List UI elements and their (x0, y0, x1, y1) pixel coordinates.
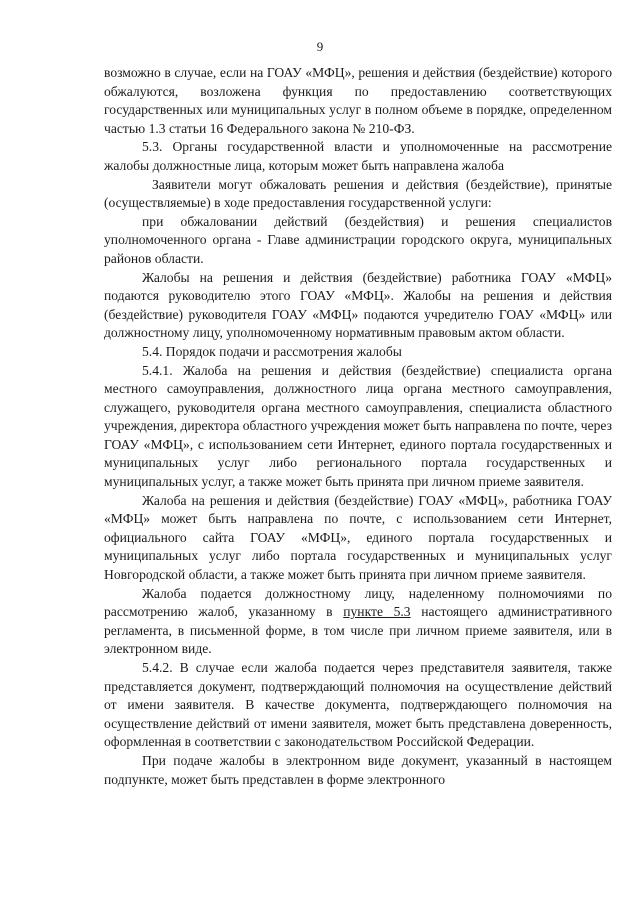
paragraph-1: возможно в случае, если на ГОАУ «МФЦ», решения и действия (бездействие) которого обжалуются, возложена функция по предоставлению соответствующих государственных или муниципальных услуг в полном объеме в порядке, определенном частью 1.3 статьи 16 Федерального закона № 210-ФЗ. (104, 65, 612, 136)
section-5-3-heading: 5.3. Органы государственной власти и уполномоченные на рассмотрение жалобы должностные лица, которым может быть направлена жалоба (104, 139, 612, 173)
paragraph-3: Заявители могут обжаловать решения и действия (бездействие), принятые (осуществляемые) в ходе предоставления государственной услуги: (104, 176, 612, 211)
section-5-4-2: 5.4.2. В случае если жалоба подается через представителя заявителя, также представляется документ, подтверждающий полномочия на осуществление действий от имени заявителя. В качестве документа, подтверждающего полномочия на осуществление действий от имени заявителя, может быть представлена доверенность, оформленная в соответствии с законодательством Российской Федерации. (104, 660, 612, 750)
document-body (104, 64, 612, 789)
paragraph-9-before: Жалоба подается должностному лицу, наделенному полномочиями по рассмотрению жалоб, указанному в (104, 585, 612, 620)
section-reference-link[interactable]: пункте 5.3 (343, 604, 411, 620)
section-5-4-1: 5.4.1. Жалоба на решения и действия (бездействие) специалиста органа местного самоуправления, должностного лица органа местного самоуправления, служащего, руководителя органа местного самоуправления, специалиста областного учреждения, директора областного учреждения может быть направлена по почте, через ГОАУ «МФЦ», с использованием сети Интернет, единого портала государственных и муниципальных услуг либо регионального портала государственных и муниципальных услуг, а также может быть принята при личном приеме заявителя. (104, 362, 612, 490)
paragraph-9-after: настоящего административного регламента, в письменной форме, в том числе при личном приеме заявителя, или в электронном виде. (104, 604, 613, 657)
paragraph-9 (104, 585, 612, 659)
section-5-4-heading: 5.4. Порядок подачи и рассмотрения жалобы (142, 343, 402, 359)
paragraph-5: Жалобы на решения и действия (бездействие) работника ГОАУ «МФЦ» подаются руководителю этого ГОАУ «МФЦ». Жалобы на решения и действия (бездействие) руководителя ГОАУ «МФЦ» подаются учредителю ГОАУ «МФЦ» или должностному лицу, уполномоченному нормативным правовым актом области. (104, 269, 612, 341)
paragraph-4: при обжаловании действий (бездействия) и решения специалистов уполномоченного органа - Главе администрации городского округа, муниципальных районов области. (104, 213, 612, 266)
paragraph-11: При подаче жалобы в электронном виде документ, указанный в настоящем подпункте, может быть представлен в форме электронного (104, 752, 612, 787)
page-number: 9 (316, 39, 324, 54)
paragraph-8: Жалоба на решения и действия (бездействие) ГОАУ «МФЦ», работника ГОАУ «МФЦ» может быть направлена по почте, с использованием сети Интернет, официального сайта ГОАУ «МФЦ», единого портала государственных и муниципальных услуг либо портала государственных и муниципальных услуг Новгородской области, а также может быть принята при личном приеме заявителя. (104, 492, 612, 583)
